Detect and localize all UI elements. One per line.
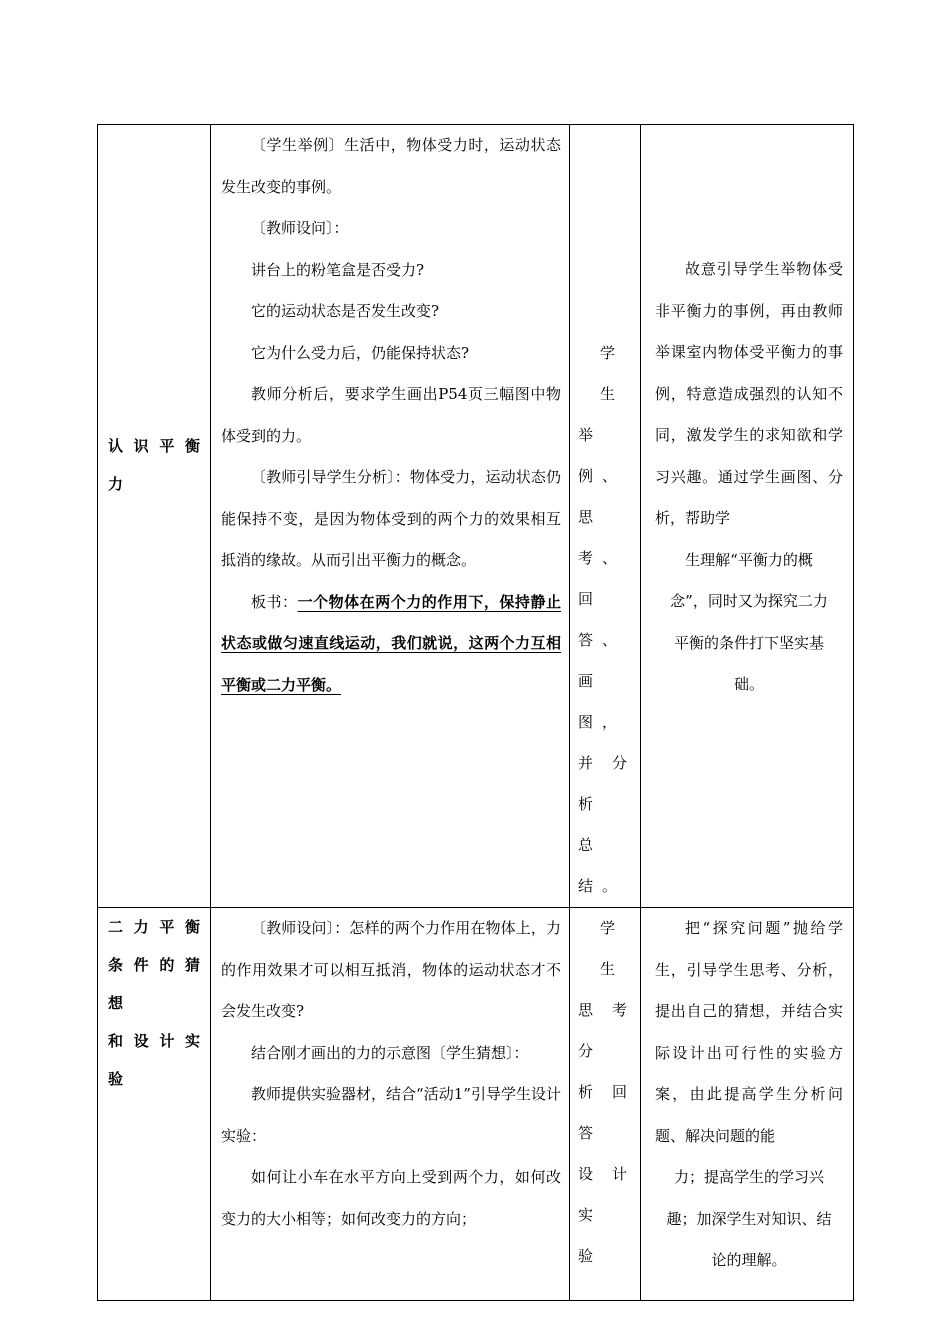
intent-text: 念”，同时又为探究二力 [670, 592, 828, 610]
activity-line: 验 [578, 1247, 603, 1265]
topic-cell [98, 125, 211, 908]
intent-text: 生理解“平衡力的概 [685, 550, 813, 569]
intent-text: 趣；加深学生对知识、结 [666, 1209, 832, 1228]
content-paragraph: 教师提供实验器材，结合“活动1”引导学生设计实验： [221, 1085, 561, 1145]
activity-line: 并分析 [578, 754, 636, 813]
content-paragraph: 它为什么受力后，仍能保持状态? [251, 343, 470, 362]
board-writing [221, 582, 561, 707]
content-paragraph: 〔教师设问〕：怎样的两个力作用在物体上，力的作用效果才可以相互抵消，物体的运动状态才不会发生改变? [221, 919, 561, 1020]
content-cell [211, 908, 570, 1301]
activity-line: 学生 [600, 344, 625, 403]
activity-line: 思考分 [578, 1001, 636, 1060]
intent-text: 力；提高学生的学习兴 [673, 1168, 824, 1186]
intent-text: 平衡的条件打下坚实基 [673, 633, 824, 652]
topic-line: 条件的猜想 [108, 956, 206, 1012]
board-text: 一个物体在两个力的作用下，保持静止状态或做匀速直线运动，我们就说，这两个力互相平衡或二力平衡。 [221, 592, 561, 694]
intent-text: 把“探究问题”抛给学生，引导学生思考、分析，提出自己的猜想，并结合实际设计出可行性的实验方案，由此提高学生分析问题、解决问题的能 [655, 919, 843, 1145]
content-paragraph: 如何让小车在水平方向上受到两个力，如何改变力的大小相等；如何改变力的方向； [221, 1168, 561, 1228]
content-paragraph: 讲台上的粉笔盒是否受力? [251, 260, 425, 279]
intent-text: 础。 [733, 675, 764, 693]
content-paragraph: 〔教师设问〕： [251, 219, 349, 237]
activity-line: 设计实 [578, 1165, 636, 1224]
activity-cell [570, 908, 641, 1301]
intent-cell [641, 125, 854, 908]
content-paragraph: 〔教师引导学生分析〕：物体受力，运动状态仍能保持不变，是因为物体受到的两个力的效果相互抵消的缘故。从而引出平衡力的概念。 [221, 468, 561, 569]
topic-line: 力 [108, 475, 130, 493]
activity-line: 回答、 [578, 590, 627, 649]
activity-line: 析回答 [578, 1083, 636, 1142]
activity-line: 画图， [578, 672, 627, 731]
content-cell [211, 125, 570, 908]
topic-line: 二力平衡 [108, 918, 206, 936]
topic-cell [98, 908, 211, 1301]
content-paragraph: 〔学生举例〕生活中，物体受力时，运动状态发生改变的事例。 [221, 136, 561, 196]
intent-cell [641, 908, 854, 1301]
content-paragraph: 结合刚才画出的力的示意图〔学生猜想〕： [251, 1043, 529, 1062]
board-label: 板书： [251, 592, 298, 611]
topic-line: 认识平衡 [108, 437, 206, 455]
topic-line: 和设计实验 [108, 1032, 206, 1088]
intent-text: 故意引导学生举物体受非平衡力的事例，再由教师举课室内物体受平衡力的事例，特意造成强烈的认知不同，激发学生的求知欲和学习兴趣。通过学生画图、分析，帮助学 [655, 260, 843, 527]
content-paragraph: 教师分析后，要求学生画出P54页三幅图中物体受到的力。 [221, 385, 561, 445]
activity-line: 总结。 [578, 836, 627, 895]
table-row [98, 908, 854, 1301]
activity-line: 思考、 [578, 508, 627, 567]
content-paragraph: 它的运动状态是否发生改变? [251, 302, 440, 320]
lesson-plan-table [97, 124, 854, 1301]
intent-text: 论的理解。 [711, 1251, 787, 1269]
table-row [98, 125, 854, 908]
activity-line: 学生 [600, 919, 625, 978]
activity-line: 举例、 [578, 426, 627, 485]
activity-cell [570, 125, 641, 908]
